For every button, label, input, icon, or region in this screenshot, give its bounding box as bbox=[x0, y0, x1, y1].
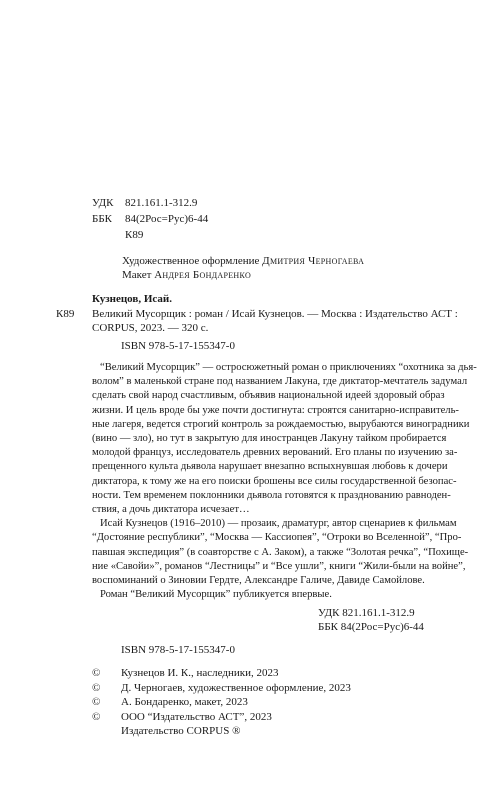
annotation-line: ные лагеря, ведется строгий контроль за рождаемостью, вырубаются виноградники bbox=[92, 418, 470, 430]
udk-label: УДК bbox=[92, 197, 114, 209]
annotation-line: воспоминаний о Зиновии Гердте, Александре Галиче, Давиде Самойлове. bbox=[92, 575, 425, 586]
copyright-symbol: © bbox=[92, 710, 101, 723]
description-line-2: CORPUS, 2023. — 320 с. bbox=[92, 322, 209, 334]
design-credit bbox=[122, 254, 364, 268]
annotation-line: диктатора, к тому же на его поиски брошены все силы государственной безопас- bbox=[92, 475, 457, 487]
bbk-label: ББК bbox=[92, 213, 112, 225]
author-mark: К89 bbox=[125, 229, 144, 241]
copyright-text: Издательство CORPUS ® bbox=[121, 725, 241, 737]
margin-author-mark: К89 bbox=[56, 308, 75, 320]
copyright-text: Кузнецов И. К., наследники, 2023 bbox=[121, 667, 279, 679]
annotation-line: ние «Савойи»”, романов “Лестницы” и “Все ушли”, книги “Жили-были на войне”, bbox=[92, 560, 466, 572]
layout-credit-name: Андрея Бондаренко bbox=[154, 269, 252, 281]
annotation-line: “Достояние республики”, “Москва — Кассиопея”, “Отроки во Вселенной”, “Про- bbox=[92, 532, 462, 544]
annotation-line: молодой француз, исследователь древних верований. Его планы по изучению за- bbox=[92, 447, 458, 459]
udk-repeat: УДК 821.161.1-312.9 bbox=[318, 607, 415, 619]
annotation-line: жизни. И цель вроде бы уже почти достигнута: строятся санитарно-исправитель- bbox=[92, 404, 459, 416]
copyright-text: ООО “Издательство АСТ”, 2023 bbox=[121, 710, 272, 723]
annotation-line: сделать свой народ счастливым, объявив национальной идеей здоровый образ bbox=[92, 390, 445, 402]
description-line-1: Великий Мусорщик : роман / Исай Кузнецов. — Москва : Издательство АСТ : bbox=[92, 308, 458, 320]
copyright-text: А. Бондаренко, макет, 2023 bbox=[121, 696, 248, 708]
annotation-line: ности. Тем временем поклонники дьявола готовятся к празднованию равноден- bbox=[92, 489, 451, 501]
copyright-symbol: © bbox=[92, 696, 101, 708]
bbk-repeat: ББК 84(2Рос=Рус)6-44 bbox=[318, 621, 424, 633]
copyright-symbol: © bbox=[92, 667, 101, 679]
design-credit-name: Дмитрия Черногаева bbox=[262, 255, 365, 267]
layout-credit-prefix: Макет bbox=[122, 269, 152, 281]
copyright-text: Д. Черногаев, художественное оформление, 2023 bbox=[121, 681, 351, 694]
annotation-line: Исай Кузнецов (1916–2010) — прозаик, драматург, автор сценариев к фильмам bbox=[100, 518, 457, 530]
udk-value: 821.161.1-312.9 bbox=[125, 197, 198, 209]
annotation-line: волом” в маленькой стране под названием Лакуна, где диктатор-мечтатель задумал bbox=[92, 376, 468, 388]
layout-credit bbox=[122, 268, 251, 282]
annotation-line: ствия, а дочь диктатора исчезает… bbox=[92, 504, 250, 515]
isbn-line: ISBN 978-5-17-155347-0 bbox=[121, 340, 235, 352]
bbk-value: 84(2Рос=Рус)6-44 bbox=[125, 213, 209, 225]
design-credit-prefix: Художественное оформление bbox=[122, 255, 260, 267]
annotation-line: “Великий Мусорщик” — остросюжетный роман о приключениях “охотника за дья- bbox=[100, 362, 477, 373]
author-heading: Кузнецов, Исай. bbox=[92, 293, 173, 305]
annotation-line: Роман “Великий Мусорщик” публикуется впервые. bbox=[100, 589, 332, 601]
isbn-main: ISBN 978-5-17-155347-0 bbox=[121, 644, 235, 656]
annotation-line: (вино — зло), но тут в закрытую для иностранцев Лакуну тайком пробирается bbox=[92, 433, 447, 444]
copyright-symbol: © bbox=[92, 681, 101, 694]
annotation-line: прещенного культа дьявола нарушает внезапно вспыхнувшая любовь к дочери bbox=[92, 461, 448, 473]
annotation-line: павшая экспедиция” (в соавторстве с А. Заком), а также “Золотая речка”, “Похище- bbox=[92, 546, 469, 558]
